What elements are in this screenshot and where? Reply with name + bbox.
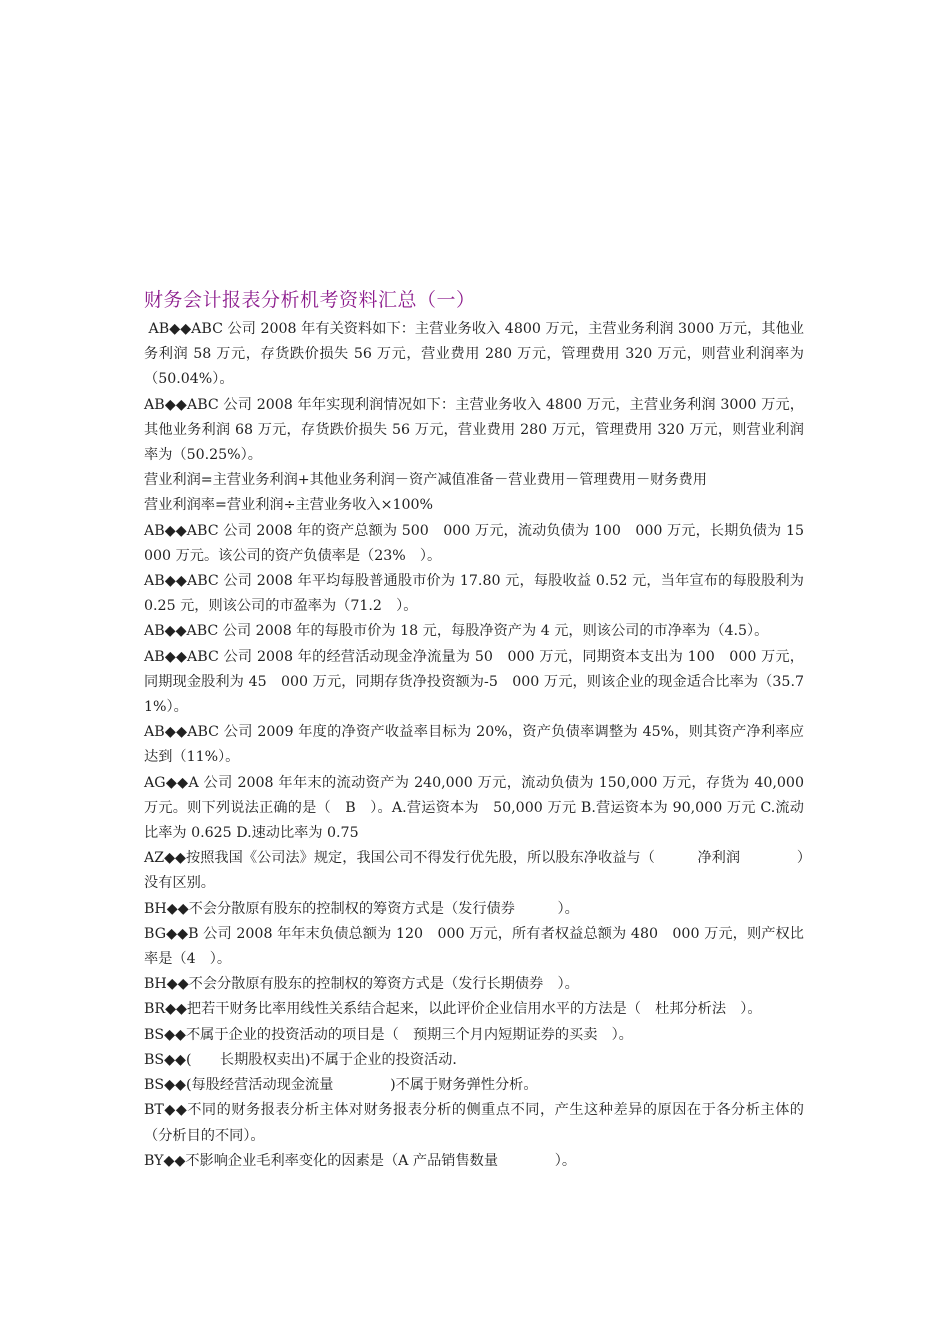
paragraph-8: AB◆◆ABC 公司 2008 年的经营活动现金净流量为 50 000 万元，同期资本支出为 100 000 万元，同期现金股利为 45 000 万元，同期存货净投资额为-5 000 万元，则该企业的现金适合比率为（35.71%）。 xyxy=(144,648,804,716)
paragraph-2: AB◆◆ABC 公司 2008 年年实现利润情况如下：主营业务收入 4800 万元，主营业务利润 3000 万元，其他业务利润 68 万元，存货跌价损失 56 万元，营业费用 280 万元，管理费用 320 万元，则营业利润率为（50.25%）。 xyxy=(144,396,804,464)
paragraph-1: AB◆◆ABC 公司 2008 年有关资料如下：主营业务收入 4800 万元，主营业务利润 3000 万元，其他业务利润 58 万元，存货跌价损失 56 万元，营业费用 280 万元，管理费用 320 万元，则营业利润率为（50.04%）。 xyxy=(144,321,804,388)
document-title: 财务会计报表分析机考资料汇总（一） xyxy=(144,289,476,311)
paragraph-3: 营业利润=主营业务利润+其他业务利润－资产减值准备－营业费用－管理费用－财务费用 xyxy=(144,472,707,489)
paragraph-13: BG◆◆B 公司 2008 年年末负债总额为 120 000 万元，所有者权益总额为 480 000 万元，则产权比率是（4 ）。 xyxy=(144,925,804,968)
paragraph-11: AZ◆◆按照我国《公司法》规定，我国公司不得发行优先股，所以股东净收益与（ 净利润 ）没有区别。 xyxy=(144,850,804,892)
paragraph-17: BS◆◆( 长期股权卖出)不属于企业的投资活动． xyxy=(144,1051,467,1068)
paragraph-19: BT◆◆不同的财务报表分析主体对财务报表分析的侧重点不同，产生这种差异的原因在于各分析主体的（分析目的不同）。 xyxy=(144,1102,804,1144)
paragraph-15: BR◆◆把若干财务比率用线性关系结合起来，以此评价企业信用水平的方法是（ 杜邦分析法 ）。 xyxy=(144,1001,762,1018)
paragraph-5: AB◆◆ABC 公司 2008 年的资产总额为 500 000 万元，流动负债为 100 000 万元，长期负债为 15 000 万元。该公司的资产负债率是（23% ）。 xyxy=(144,522,819,564)
paragraph-12: BH◆◆不会分散原有股东的控制权的筹资方式是（发行债券 ）。 xyxy=(144,900,579,917)
paragraph-10: AG◆◆A 公司 2008 年年末的流动资产为 240,000 万元，流动负债为 150,000 万元，存货为 40,000 万元。则下列说法正确的是（ B ）。A.营运资本为 50,000 万元 B.营运资本为 90,000 万元 C.流动比率为 0.625 D.速动比率为 0.75 xyxy=(144,774,809,842)
paragraph-18: BS◆◆(每股经营活动现金流量 )不属于财务弹性分析。 xyxy=(144,1077,538,1094)
paragraph-7: AB◆◆ABC 公司 2008 年的每股市价为 18 元，每股净资产为 4 元，则该公司的市净率为（4.5）。 xyxy=(144,623,769,640)
paragraph-9: AB◆◆ABC 公司 2009 年度的净资产收益率目标为 20%，资产负债率调整为 45%，则其资产净利率应达到（11%）。 xyxy=(144,724,804,766)
document-page xyxy=(144,286,819,1174)
paragraph-20: BY◆◆不影响企业毛利率变化的因素是（A 产品销售数量 ）。 xyxy=(144,1152,577,1169)
paragraph-4: 营业利润率=营业利润÷主营业务收入×100% xyxy=(144,497,434,514)
paragraph-16: BS◆◆不属于企业的投资活动的项目是（ 预期三个月内短期证券的买卖 ）。 xyxy=(144,1026,633,1043)
paragraph-14: BH◆◆不会分散原有股东的控制权的筹资方式是（发行长期债券 ）。 xyxy=(144,976,579,993)
paragraph-6: AB◆◆ABC 公司 2008 年平均每股普通股市价为 17.80 元，每股收益 0.52 元，当年宣布的每股股利为 0.25 元，则该公司的市盈率为（71.2 ）。 xyxy=(144,573,809,615)
document-body xyxy=(144,317,819,1174)
